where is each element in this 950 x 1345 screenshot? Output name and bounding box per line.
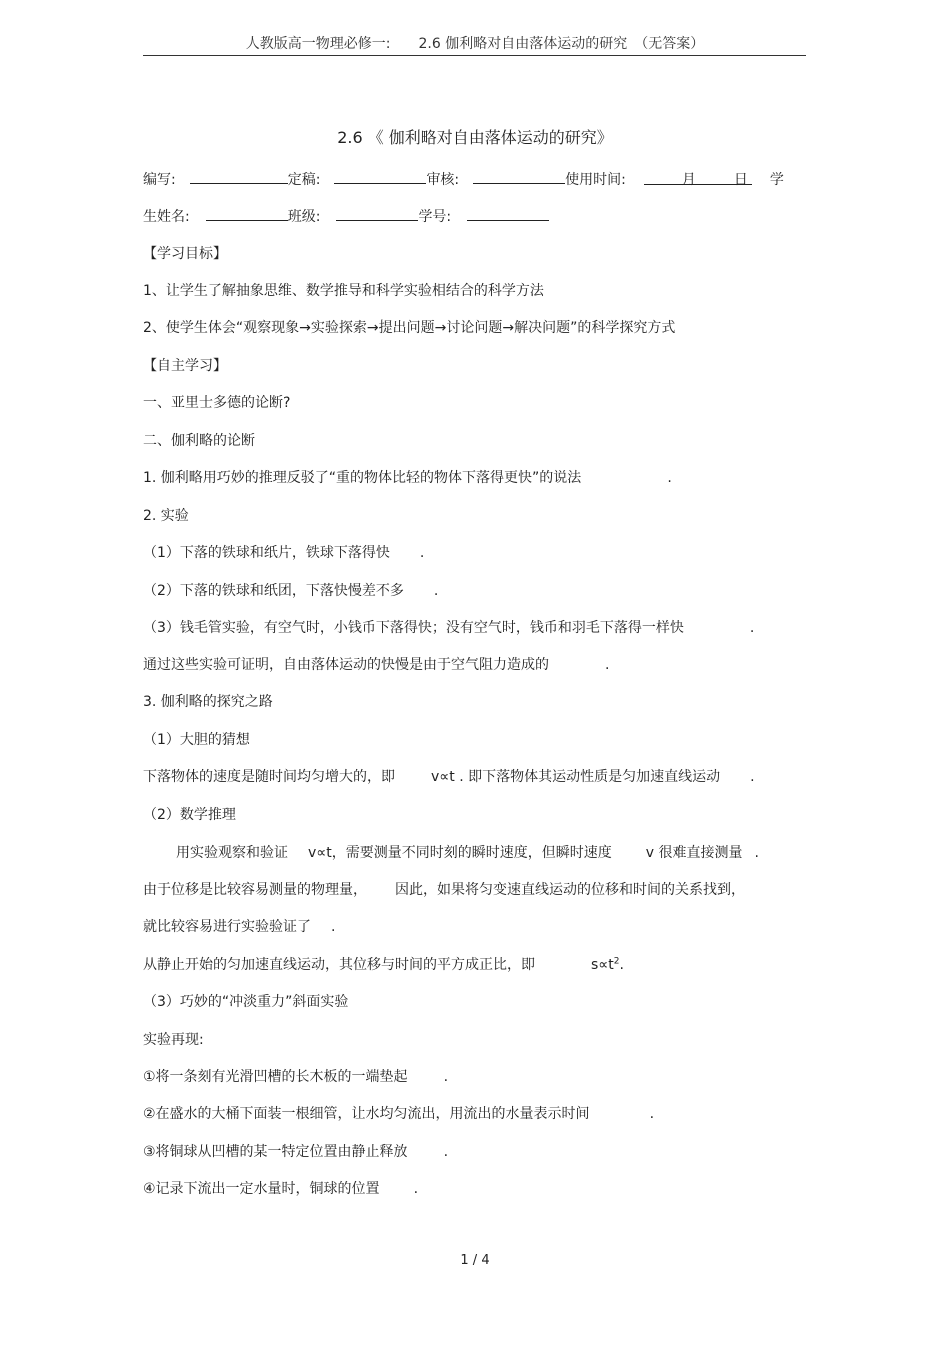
label-shenhe: 审核:	[426, 172, 460, 188]
experiment-1	[143, 543, 424, 563]
label-banji: 班级:	[287, 209, 321, 225]
math-line-4	[143, 955, 624, 975]
blank-dinggao	[334, 169, 426, 184]
fill-dot: .	[754, 845, 759, 861]
fill-dot: .	[433, 583, 439, 599]
guess-text-b: v∝t . 即下落物体其运动性质是匀加速直线运动	[431, 769, 721, 785]
guess-heading: （1）大胆的猜想	[143, 732, 250, 748]
header-divider	[143, 55, 806, 56]
goals-heading: 【学习目标】	[143, 246, 227, 262]
part-1-heading: 一、亚里士多德的论断?	[143, 395, 291, 411]
step-3	[143, 1142, 448, 1162]
fill-dot: .	[750, 769, 755, 785]
math-line-1-b: v∝t，需要测量不同时刻的瞬时速度，但瞬时速度	[308, 845, 612, 861]
math-heading: （2）数学推理	[143, 807, 236, 823]
blank-xingming	[206, 206, 288, 221]
fill-dot: .	[749, 620, 755, 636]
formula-s-prop-t: s∝t	[591, 957, 614, 973]
self-study-heading: 【自主学习】	[143, 358, 227, 374]
reproduce-label: 实验再现:	[143, 1032, 204, 1048]
math-line-3	[143, 917, 335, 937]
fill-dot: .	[667, 470, 672, 486]
blank-banji	[336, 206, 418, 221]
guess-text	[143, 767, 755, 787]
step-3-text: ③将铜球从凹槽的某一特定位置由静止释放	[143, 1144, 408, 1160]
conclusion-text: 通过这些实验可证明，自由落体运动的快慢是由于空气阻力造成的	[143, 657, 549, 673]
step-4	[143, 1179, 418, 1199]
label-dinggao: 定稿:	[287, 172, 321, 188]
fill-dot: .	[443, 1144, 449, 1160]
form-line-1	[143, 169, 784, 190]
item-1	[143, 468, 672, 488]
blank-xuehao	[467, 206, 549, 221]
experiment-1-text: （1）下落的铁球和纸片，铁球下落得快	[143, 545, 390, 561]
form-line-2	[143, 206, 549, 227]
math-line-1-a: 用实验观察和验证	[176, 845, 288, 861]
page-number: 1 / 4	[460, 1253, 490, 1268]
blank-shenhe	[473, 169, 565, 184]
label-month: 月	[681, 172, 696, 188]
label-xingming: 生姓名:	[143, 209, 190, 225]
experiment-3	[143, 618, 754, 638]
fill-dot: .	[605, 657, 610, 673]
item-2: 2. 实验	[143, 508, 189, 524]
incline-heading: （3）巧妙的“冲淡重力”斜面实验	[143, 994, 349, 1010]
step-1	[143, 1067, 448, 1087]
formula-exponent: 2	[613, 956, 620, 967]
math-line-1-c: v 很难直接测量	[645, 845, 743, 861]
math-line-2-b: 因此，如果将匀变速直线运动的位移和时间的关系找到，	[395, 882, 745, 898]
blank-date	[644, 170, 752, 188]
guess-text-a: 下落物体的速度是随时间均匀增大的，即	[143, 769, 395, 785]
part-2-heading: 二、伽利略的论断	[143, 433, 255, 449]
goal-2: 2、使学生体会“观察现象→实验探索→提出问题→讨论问题→解决问题”的科学探究方式	[143, 320, 676, 336]
goal-1: 1、让学生了解抽象思维、数学推导和科学实验相结合的科学方法	[143, 283, 544, 299]
experiment-conclusion	[143, 655, 609, 675]
label-shiyong: 使用时间:	[565, 172, 626, 188]
fill-dot: .	[413, 1181, 419, 1197]
fill-dot: .	[619, 957, 624, 973]
experiment-2	[143, 581, 438, 601]
step-2-text: ②在盛水的大桶下面装一根细管，让水均匀流出，用流出的水量表示时间	[143, 1106, 590, 1122]
step-1-text: ①将一条刻有光滑凹槽的长木板的一端垫起	[143, 1069, 408, 1085]
label-bianxie: 编写:	[143, 172, 176, 188]
experiment-3-text: （3）钱毛管实验，有空气时，小钱币下落得快；没有空气时，钱币和羽毛下落得一样快	[143, 620, 684, 636]
fill-dot: .	[331, 919, 336, 935]
step-4-text: ④记录下流出一定水量时，铜球的位置	[143, 1181, 380, 1197]
running-header: 人教版高一物理必修一: 2.6 伽利略对自由落体运动的研究 （无答案）	[245, 36, 705, 52]
math-line-2	[143, 880, 745, 900]
math-line-1	[176, 843, 759, 863]
experiment-2-text: （2）下落的铁球和纸团，下落快慢差不多	[143, 583, 404, 599]
document-title: 2.6 《 伽利略对自由落体运动的研究》	[337, 128, 613, 147]
label-day: 日	[733, 172, 748, 188]
math-line-2-a: 由于位移是比较容易测量的物理量，	[143, 882, 367, 898]
fill-dot: .	[649, 1106, 655, 1122]
blank-bianxie	[190, 169, 288, 184]
item-1-text: 1. 伽利略用巧妙的推理反驳了“重的物体比轻的物体下落得更快”的说法	[143, 470, 582, 486]
item-3: 3. 伽利略的探究之路	[143, 694, 273, 710]
fill-dot: .	[443, 1069, 449, 1085]
math-line-4-a: 从静止开始的匀加速直线运动，其位移与时间的平方成正比，即	[143, 957, 535, 973]
math-line-3-text: 就比较容易进行实验验证了	[143, 919, 311, 935]
step-2	[143, 1104, 654, 1124]
label-xuehao: 学号:	[418, 209, 452, 225]
fill-dot: .	[419, 545, 425, 561]
label-xue: 学	[769, 172, 784, 188]
